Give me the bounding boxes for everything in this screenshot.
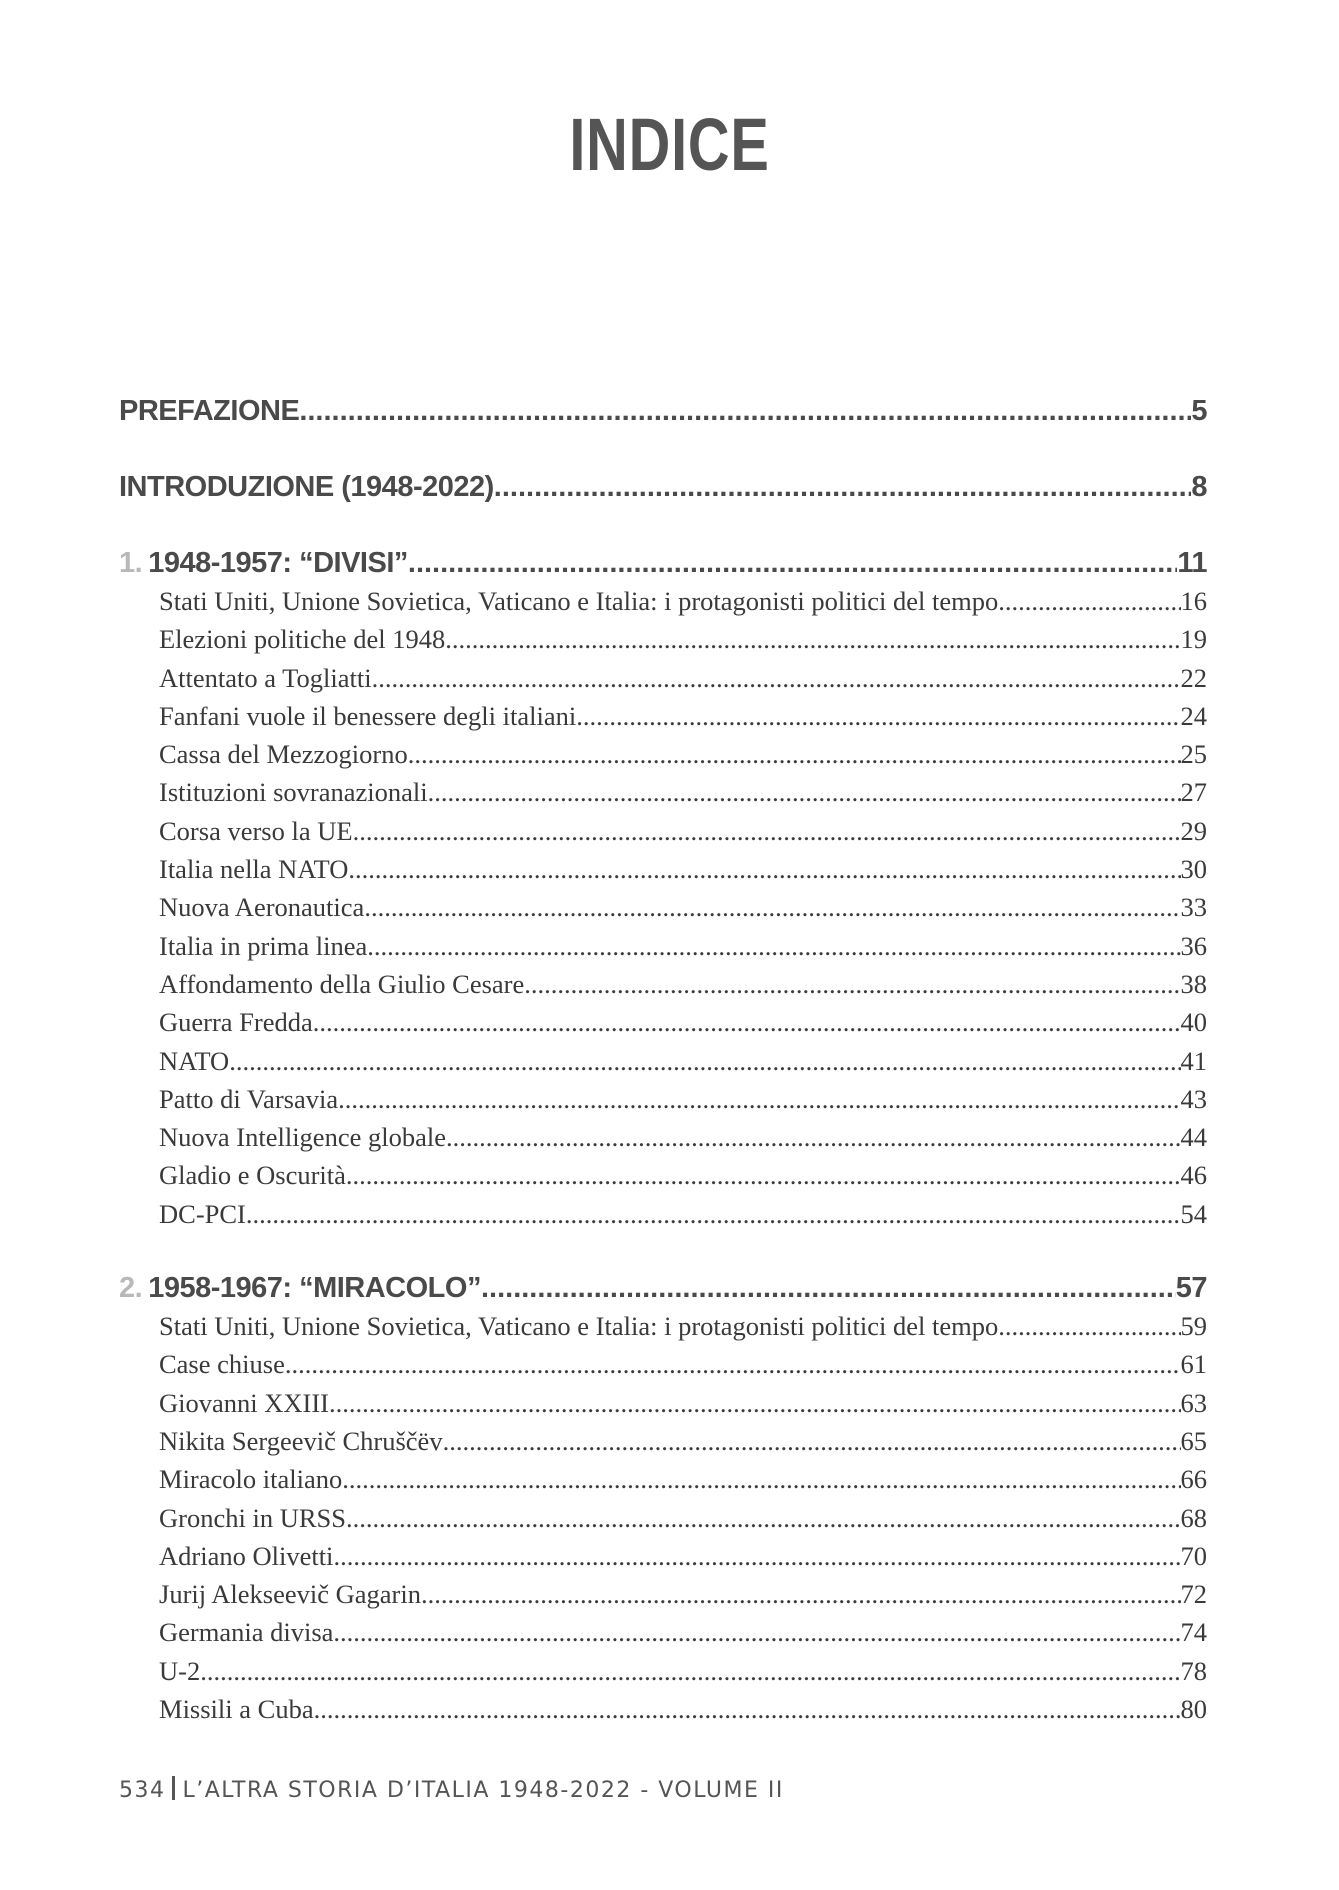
toc-entry-label: Stati Uniti, Unione Sovietica, Vaticano e Italia: i protagonisti politici del tempo — [159, 586, 999, 616]
toc-entry-label: Missili a Cuba — [159, 1694, 314, 1725]
dot-leader — [338, 1080, 1180, 1118]
toc-entry-page: 36 — [1180, 930, 1207, 961]
toc-entry-page: 33 — [1180, 892, 1207, 923]
dot-leader — [285, 1345, 1181, 1383]
chapter-title: 1948-1957: “DIVISI” — [148, 547, 408, 579]
toc-entry-page: 63 — [1180, 1387, 1207, 1418]
dot-leader — [443, 1422, 1181, 1460]
toc-entry-page: 8 — [1191, 471, 1207, 503]
toc-entry-label: Miracolo italiano — [159, 1464, 343, 1495]
toc-entry-page: 65 — [1180, 1425, 1207, 1456]
toc-entry-page: 19 — [1180, 624, 1207, 655]
toc-subentry[interactable] — [159, 1613, 1207, 1651]
toc-entry-label: Italia nella NATO — [159, 854, 349, 885]
toc-subentry[interactable] — [159, 1652, 1207, 1690]
toc-entry-page: 24 — [1180, 700, 1207, 731]
toc-entry-page: 46 — [1180, 1160, 1207, 1191]
toc-subentry[interactable] — [159, 1575, 1207, 1613]
running-footer — [119, 1776, 784, 1803]
toc-entry-label: PREFAZIONE — [119, 395, 300, 427]
chapter-number: 2. — [119, 1272, 143, 1305]
toc-entry-label: Jurij Alekseevič Gagarin — [159, 1579, 421, 1610]
toc-entry-prefazione[interactable] — [119, 392, 1207, 430]
toc-entry-page: 38 — [1180, 968, 1207, 999]
toc-entry-page: 44 — [1180, 1122, 1207, 1153]
toc-entry-label: Nuova Aeronautica — [159, 892, 365, 923]
toc-entry-page: 41 — [1180, 1045, 1207, 1076]
toc-entry-label: Gronchi in URSS — [159, 1502, 346, 1533]
toc-entry-label: Case chiuse — [159, 1349, 285, 1380]
dot-leader — [246, 1195, 1181, 1233]
toc-entry-label: Cassa del Mezzogiorno — [159, 739, 408, 770]
dot-leader — [446, 1118, 1181, 1156]
dot-leader — [428, 773, 1181, 811]
dot-leader — [299, 392, 1191, 430]
toc-entry-page: 22 — [1180, 662, 1207, 693]
toc-entry-page: 29 — [1180, 815, 1207, 846]
dot-leader — [346, 1156, 1181, 1194]
footer-book-title: L’ALTRA STORIA D’ITALIA 1948-2022 - VOLUME II — [182, 1778, 784, 1803]
dot-leader — [353, 812, 1181, 850]
toc-entry-label: INTRODUZIONE (1948-2022) — [119, 471, 494, 503]
toc-entry-label: Adriano Olivetti — [159, 1540, 334, 1571]
toc-subentry[interactable] — [159, 965, 1207, 1003]
toc-entry-label: Giovanni XXIII — [159, 1387, 329, 1418]
toc-subentry[interactable] — [159, 1690, 1207, 1728]
toc-entry-page: 27 — [1180, 777, 1207, 808]
toc-subentry[interactable] — [159, 582, 1207, 620]
toc-entry-page: 16 — [1180, 586, 1207, 616]
toc-entry-introduzione[interactable] — [119, 468, 1207, 506]
toc-entry-page: 70 — [1180, 1540, 1207, 1571]
dot-leader — [421, 1575, 1181, 1613]
toc-subentry[interactable] — [159, 1422, 1207, 1460]
dot-leader — [364, 888, 1180, 926]
dot-leader — [445, 620, 1180, 658]
dot-leader — [481, 1269, 1176, 1307]
toc-subentry[interactable] — [159, 1156, 1207, 1194]
chapter-number: 1. — [119, 547, 143, 579]
toc-entry-label: Guerra Fredda — [159, 1007, 313, 1038]
toc-entry-page: 54 — [1180, 1198, 1207, 1229]
toc-entry-page: 78 — [1180, 1655, 1207, 1686]
toc-subentry[interactable] — [159, 1499, 1207, 1537]
dot-leader — [342, 1460, 1180, 1498]
toc-entry-label: Affondamento della Giulio Cesare — [159, 968, 525, 999]
toc-entry-label: Elezioni politiche del 1948 — [159, 624, 446, 655]
toc-subentry[interactable] — [159, 1195, 1207, 1233]
toc-entry-label: Attentato a Togliatti — [159, 662, 372, 693]
toc-subentry[interactable] — [159, 888, 1207, 926]
dot-leader — [524, 965, 1180, 1003]
toc-entry-page: 68 — [1180, 1502, 1207, 1533]
toc-subentry[interactable] — [159, 773, 1207, 811]
dot-leader — [998, 582, 1180, 620]
dot-leader — [348, 850, 1180, 888]
toc-entry-label: Stati Uniti, Unione Sovietica, Vaticano e Italia: i protagonisti politici del tempo — [159, 1311, 999, 1342]
toc-subentry[interactable] — [159, 1384, 1207, 1422]
toc-entry-label: Corsa verso la UE — [159, 815, 353, 846]
toc-subentry[interactable] — [159, 850, 1207, 888]
toc-entry-label: DC-PCI — [159, 1198, 246, 1229]
toc-entry-page: 61 — [1180, 1349, 1207, 1380]
toc-subentry[interactable] — [159, 812, 1207, 850]
toc-entry-label: Istituzioni sovranazionali — [159, 777, 428, 808]
dot-leader — [346, 1499, 1181, 1537]
toc-chapter-heading[interactable] — [119, 544, 1207, 582]
toc-entry-label: Germania divisa — [159, 1617, 334, 1648]
toc-entry-page: 25 — [1180, 739, 1207, 770]
toc-entry-label: Nuova Intelligence globale — [159, 1122, 446, 1153]
toc-subentry[interactable] — [159, 1460, 1207, 1498]
footer-divider — [172, 1776, 175, 1800]
toc-subentry[interactable] — [159, 1080, 1207, 1118]
toc-entry-label — [119, 544, 408, 582]
dot-leader — [313, 1003, 1181, 1041]
toc-entry-page: 40 — [1180, 1007, 1207, 1038]
dot-leader — [408, 544, 1177, 582]
toc-entry-label: NATO — [159, 1045, 230, 1076]
dot-leader — [329, 1384, 1181, 1422]
toc-entry-page: 74 — [1180, 1617, 1207, 1648]
toc-entry-label: Nikita Sergeevič Chruščëv — [159, 1425, 443, 1456]
dot-leader — [998, 1307, 1180, 1345]
table-of-contents — [119, 392, 1207, 1728]
toc-entry-page: 5 — [1191, 395, 1207, 427]
toc-entry-page: 30 — [1180, 854, 1207, 885]
toc-subentry[interactable] — [159, 1118, 1207, 1156]
dot-leader — [367, 927, 1180, 965]
toc-entry-label: Fanfani vuole il benessere degli italiani — [159, 700, 577, 731]
toc-entry-page: 66 — [1180, 1464, 1207, 1495]
toc-subentry[interactable] — [159, 1345, 1207, 1383]
toc-subentry[interactable] — [159, 697, 1207, 735]
dot-leader — [200, 1652, 1180, 1690]
toc-entry-label: Gladio e Oscurità — [159, 1160, 346, 1191]
footer-page-number: 534 — [119, 1778, 166, 1803]
dot-leader — [314, 1690, 1181, 1728]
toc-chapter-heading[interactable] — [119, 1269, 1207, 1307]
toc-entry-page: 72 — [1180, 1579, 1207, 1610]
dot-leader — [372, 659, 1181, 697]
toc-entry-label: Italia in prima linea — [159, 930, 368, 961]
toc-entry-page: 11 — [1177, 547, 1207, 579]
toc-entry-label: Patto di Varsavia — [159, 1083, 339, 1114]
dot-leader — [576, 697, 1180, 735]
toc-subentry[interactable] — [159, 927, 1207, 965]
dot-leader — [333, 1613, 1180, 1651]
toc-subentry[interactable] — [159, 620, 1207, 658]
toc-subentry[interactable] — [159, 1537, 1207, 1575]
toc-subentry[interactable] — [159, 1003, 1207, 1041]
toc-subentry[interactable] — [159, 659, 1207, 697]
dot-leader — [229, 1042, 1180, 1080]
toc-entry-label — [119, 1269, 481, 1307]
toc-entry-page: 43 — [1180, 1083, 1207, 1114]
toc-entry-page: 80 — [1180, 1694, 1207, 1725]
dot-leader — [333, 1537, 1180, 1575]
chapter-title: 1958-1967: “MIRACOLO” — [148, 1272, 481, 1305]
toc-entry-label: U-2 — [159, 1655, 201, 1686]
dot-leader — [494, 468, 1192, 506]
toc-subentry[interactable] — [159, 1307, 1207, 1345]
toc-subentry[interactable] — [159, 735, 1207, 773]
page-title: INDICE — [569, 103, 770, 186]
toc-entry-page: 57 — [1175, 1272, 1207, 1305]
toc-subentry[interactable] — [159, 1042, 1207, 1080]
chapters-list — [119, 544, 1207, 1728]
toc-entry-page: 59 — [1180, 1311, 1207, 1342]
dot-leader — [408, 735, 1181, 773]
